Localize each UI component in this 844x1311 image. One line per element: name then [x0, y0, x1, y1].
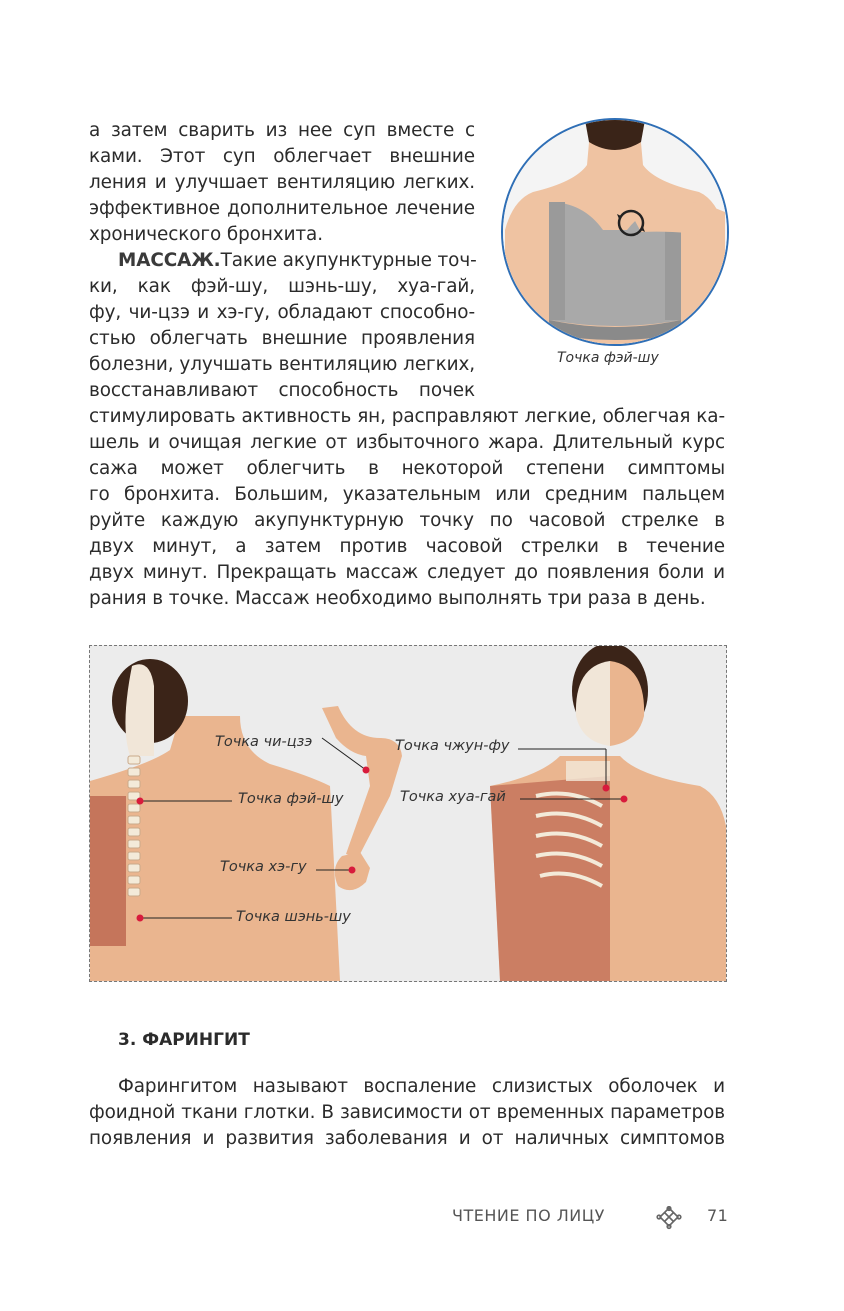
photo-caption: Точка фэй-шу: [557, 350, 659, 366]
section-line: Фарингитом называют воспаление слизистых оболочек и: [118, 1076, 725, 1097]
massage-line: ки, как фэй-шу, шэнь-шу, хуа-гай,: [89, 276, 475, 297]
massage-line: восстанавливают способность почек: [89, 380, 475, 401]
massage-line: двух минут. Прекращать массаж следует до появления боли и: [89, 562, 725, 583]
back-massage-illustration: [503, 120, 727, 344]
massage-line: руйте каждую акупунктурную точку по часовой стрелке в: [89, 510, 725, 531]
acupoint-figure: [89, 645, 727, 982]
massage-first-line: [118, 248, 475, 274]
label-chi-tsze: Точка чи-цзэ: [215, 734, 313, 750]
intro-line: ления и улучшает вентиляцию легких.: [89, 172, 475, 193]
massage-line: болезни, улучшать вентиляцию легких,: [89, 354, 475, 375]
massage-line: двух минут, а затем против часовой стрелки в течение: [89, 536, 725, 557]
endless-knot-icon: [656, 1206, 682, 1230]
label-he-gu: Точка хэ-гу: [220, 859, 307, 875]
intro-line: эффективное дополнительное лечение: [89, 198, 475, 219]
label-hua-gai: Точка хуа-гай: [400, 789, 506, 805]
massage-first-line-rest: Такие акупунктурные точ-: [220, 250, 477, 271]
label-zhong-fu: Точка чжун-фу: [395, 738, 510, 754]
intro-line: хронического бронхита.: [89, 224, 323, 245]
massage-line: рания в точке. Массаж необходимо выполнять три раза в день.: [89, 588, 706, 609]
label-shen-shu: Точка шэнь-шу: [236, 909, 351, 925]
page-number: 71: [707, 1206, 729, 1225]
massage-line: шель и очищая легкие от избыточного жара. Длительный курс: [89, 432, 725, 453]
running-title: ЧТЕНИЕ ПО ЛИЦУ: [452, 1206, 605, 1225]
acupoint-illustration: [90, 646, 726, 981]
intro-line: а затем сварить из нее суп вместе с: [89, 120, 475, 141]
section-line: фоидной ткани глотки. В зависимости от временных параметров: [89, 1102, 725, 1123]
massage-line: сажа может облегчить в некоторой степени симптомы: [89, 458, 725, 479]
section-line: появления и развития заболевания и от наличных симптомов: [89, 1128, 725, 1149]
massage-line: фу, чи-цзэ и хэ-гу, обладают способно-: [89, 302, 475, 323]
massage-line: го бронхита. Большим, указательным или средним пальцем: [89, 484, 725, 505]
massage-line: стимулировать активность ян, расправляют легкие, облегчая ка-: [89, 406, 725, 427]
label-fei-shu: Точка фэй-шу: [238, 791, 344, 807]
section-heading: 3. ФАРИНГИТ: [118, 1030, 250, 1050]
massage-lead: МАССАЖ.: [118, 250, 221, 271]
intro-line: ками. Этот суп облегчает внешние: [89, 146, 475, 167]
massage-photo: [501, 118, 729, 346]
massage-line: стью облегчать внешние проявления: [89, 328, 475, 349]
